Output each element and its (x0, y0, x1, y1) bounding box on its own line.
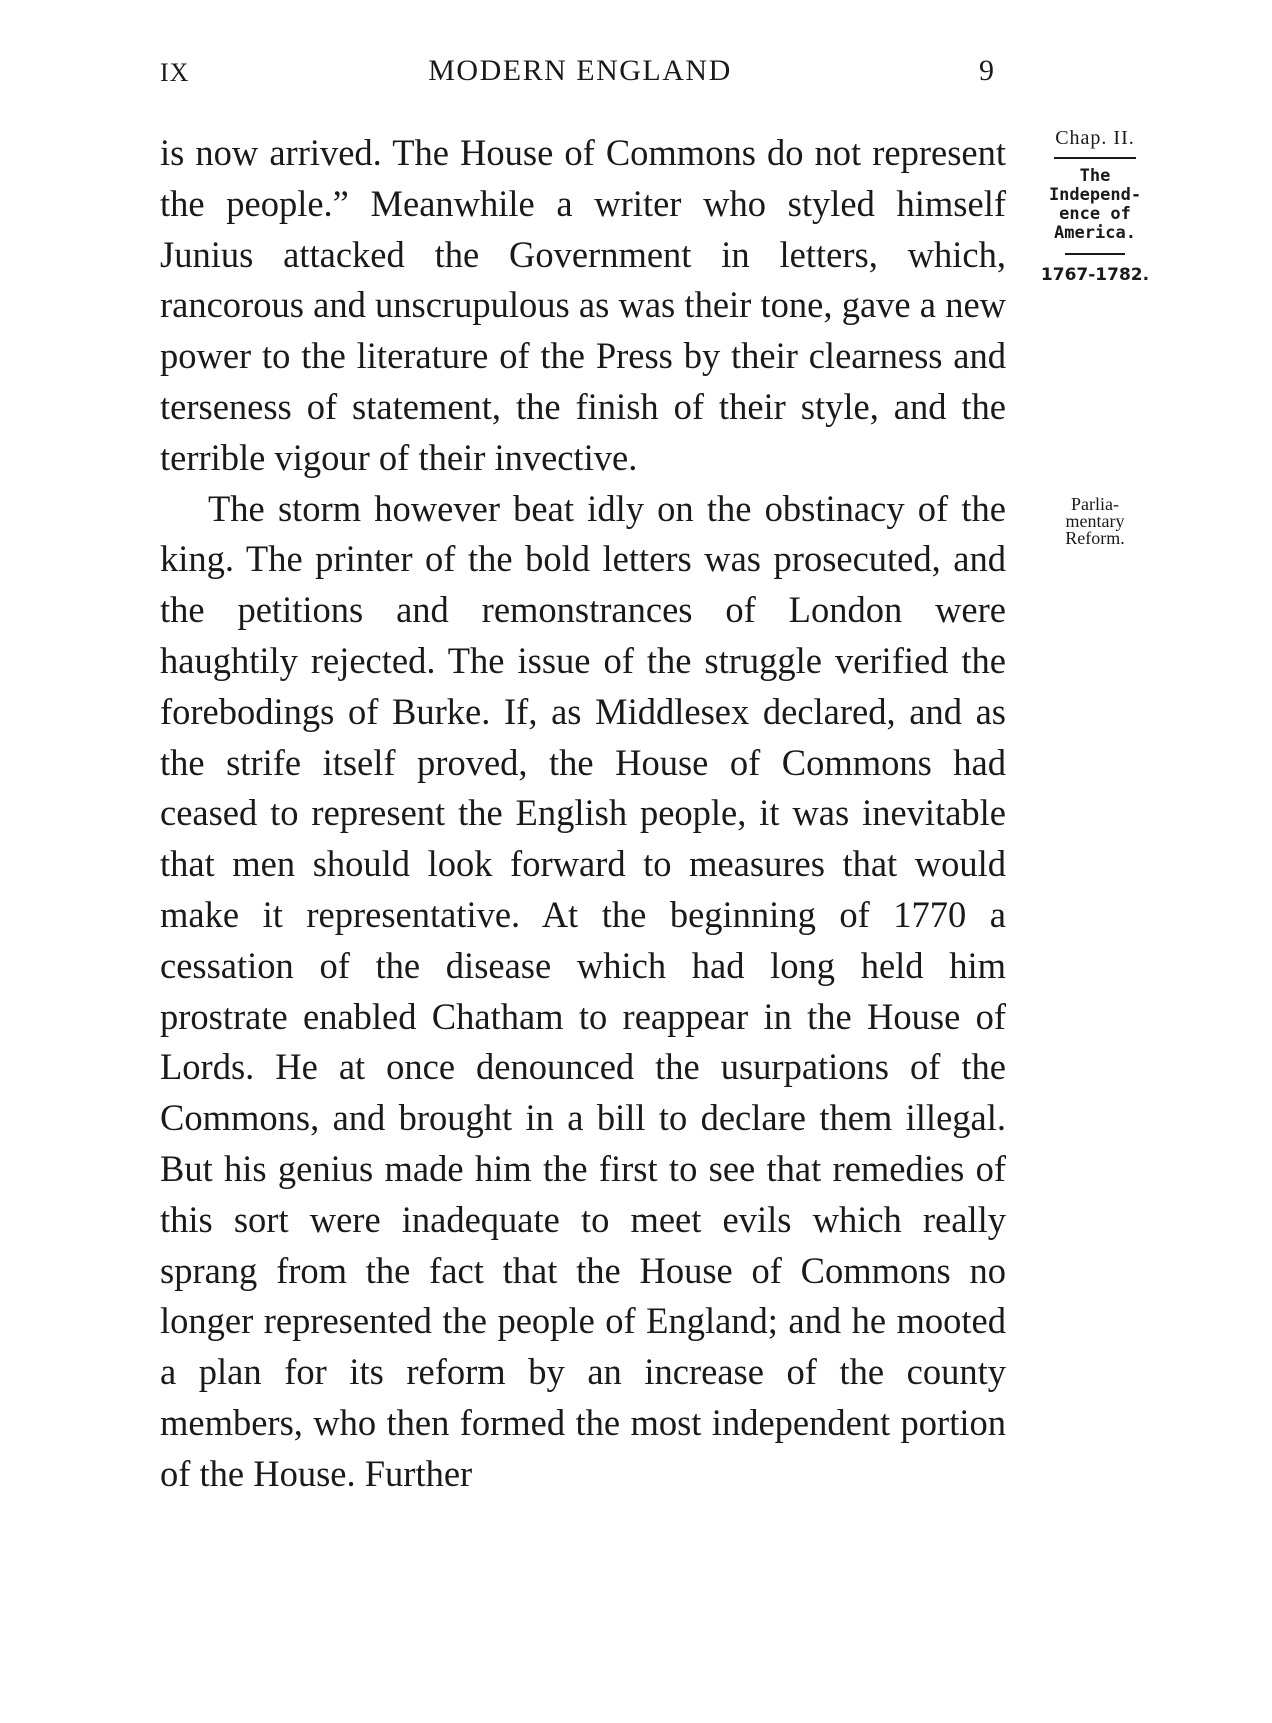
margin-note-reform-line: Parlia- (1071, 494, 1119, 514)
page-header (160, 50, 1000, 90)
margin-note-reform-line: Reform. (1065, 528, 1125, 548)
running-title: MODERN ENGLAND (428, 54, 732, 87)
chapter-numeral: IX (160, 58, 190, 87)
margin-note-divider (1065, 253, 1125, 255)
margin-note-reform-line: mentary (1065, 511, 1125, 531)
margin-note-subject (1020, 167, 1170, 243)
paragraph-1: is now arrived. The House of Commons do not represent the people.” Meanwhile a writer who styled himself Junius attacked the Government in letters, which, rancorous and unscrupulous as was their tone, gave a new power to the literature of the Press by their clearness and terseness of statement, the finish of their style, and the terrible vigour of their invective. (160, 132, 1006, 478)
margin-note-subject-line: ence of (1059, 204, 1131, 224)
margin-note-subject-line: Independ- (1048, 185, 1142, 205)
margin-note-reform (1020, 496, 1170, 547)
paragraph-2: The storm however beat idly on the obstinacy of the king. The printer of the bold letters was prosecuted, and the petitions and remonstrances of London were haughtily rejected. The issue of the struggle verified the forebodings of Burke. If, as Middlesex declared, and as the strife itself proved, the House of Commons had ceased to represent the English people, it was inevitable that men should look forward to measures that would make it representative. At the beginning of 1770 a cessation of the disease which had long held him prostrate enabled Chatham to reappear in the House of Lords. He at once denounced the usurpations of the Commons, and brought in a bill to declare them illegal. But his genius made him the first to see that remedies of this sort were inadequate to meet evils which really sprang from the fact that the House of Commons no longer represented the people of England; and he mooted a plan for its reform by an increase of the county members, who then formed the most independent portion of the House. Further (160, 487, 1006, 1494)
body-text (160, 128, 1006, 1500)
margin-note-chap: Chap. II. (1055, 127, 1135, 149)
margin-note-years: 1767-1782. (1040, 265, 1150, 285)
margin-note-divider (1054, 157, 1136, 159)
margin-note-subject-line: The (1079, 166, 1111, 186)
margin-note-chapter (1020, 128, 1170, 285)
margin-note-subject-line: America. (1054, 223, 1136, 243)
page-number: 9 (979, 54, 994, 87)
